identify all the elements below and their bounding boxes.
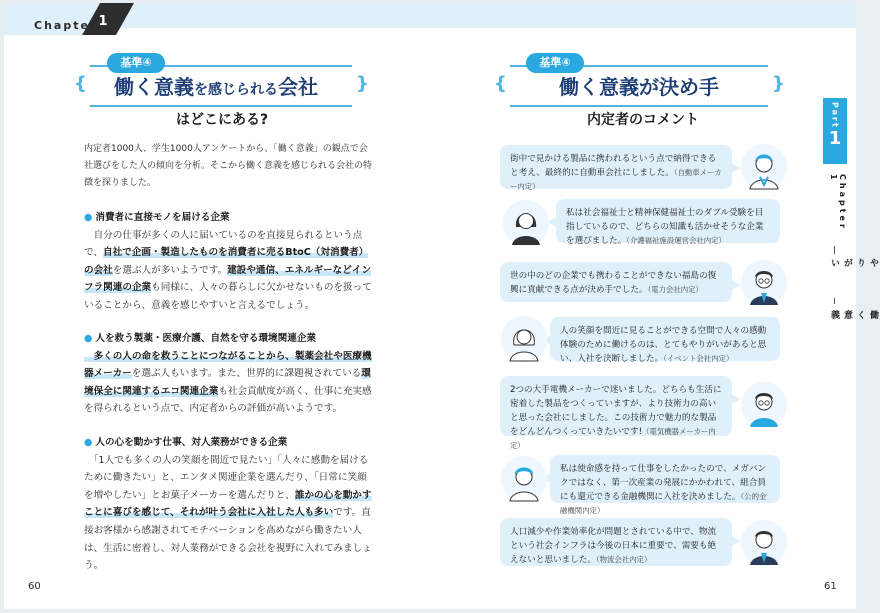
chapter-label: Chapter <box>34 19 98 32</box>
woman-avatar-icon <box>502 199 550 247</box>
side-tab-2: 働く意義 <box>829 310 878 320</box>
page-title: 働く意義が決め手 <box>559 75 719 99</box>
man-avatar-icon <box>740 519 788 567</box>
criterion-badge: 基準④ <box>107 53 165 73</box>
section-2 <box>84 330 374 418</box>
bullet-dot-icon: ● <box>84 212 93 223</box>
comment-text: 私は社会福祉士と精神保健福祉士のダブル受験を目指しているので、どちらの知識も活かせそうな企業を選びました。 <box>566 208 764 246</box>
comment-source: （自動車メーカー内定） <box>510 168 722 191</box>
page-number-right: 61 <box>824 581 837 592</box>
page-title <box>114 71 318 100</box>
comment-source: （電力会社内定） <box>647 285 703 294</box>
divider <box>834 246 835 254</box>
comment-bubble <box>500 518 732 566</box>
section-text: です。直接お客様から感謝されてモチベーションを高めながら働きたい人は、生活に密着し、対人業務ができる会社を視野に入れてみましょう。 <box>84 507 372 572</box>
section-heading: ● 人の心を動かす仕事、対人業務ができる企業 <box>84 437 288 448</box>
man-avatar-icon <box>740 143 788 191</box>
comment-text: 2つの大手電機メーカーで迷いました。どちらも生活に密着した製品をつくっていますが、より技術力の高いと思った会社にしました。この技術力で魅力的な製品をどんどんつくっていきたいです! <box>510 385 722 437</box>
highlight-text: 自社で企画・製造したものを消費者に売るBtoC（対消費者）の会社 <box>84 247 369 276</box>
ornament-right: } <box>356 73 369 94</box>
divider <box>834 298 835 304</box>
ornament-right: } <box>772 73 785 94</box>
comment-bubble <box>500 145 732 189</box>
man-glasses-avatar-icon <box>740 381 788 429</box>
comment-source: （電気機器メーカー内定） <box>510 427 716 450</box>
woman-avatar-icon <box>500 455 548 503</box>
book-spread <box>4 3 878 609</box>
part-tab <box>823 98 847 164</box>
highlight-text: 誰かの心を動かすことに喜びを感じて、それが叶う会社に入社した人も多い <box>84 489 372 519</box>
side-tab-1: やりがい <box>829 258 878 268</box>
chapter-tab <box>4 3 114 35</box>
comment-bubble <box>556 199 780 246</box>
page-subtitle: 内定者のコメント <box>587 112 699 128</box>
woman-avatar-icon <box>500 315 548 363</box>
comment-text: 人の笑顔を間近に見ることができる空間で人々の感動体験のために働けるのは、とてもやりがいがあると思い、入社を決断しました。 <box>560 326 767 364</box>
section-3 <box>84 434 374 575</box>
comment-bubble <box>500 376 732 450</box>
page-number-left: 60 <box>28 581 41 592</box>
comment-source: （公的金融機関内定） <box>560 492 767 515</box>
ornament-left: { <box>494 73 507 94</box>
comment-bubble <box>550 455 780 515</box>
highlight-text: 建設や通信、エネルギーなどインフラ関連の企業 <box>84 264 372 294</box>
comment-text: 街中で見かける製品に携われるという点で納得できると考え、最終的に自動車会社にしました。 <box>510 154 717 178</box>
comment-text: 私は使命感を持って仕事をしたかったので、メガバンクではなく、第一次産業の発展にかかわれて、組合員にも還元できる金融機関に入社を決めました。 <box>560 464 767 502</box>
man-glasses-avatar-icon <box>740 259 788 307</box>
comment-text: 人口減少や作業効率化が問題とされている中で、物流という社会インフラは今後の日本に重要で、需要も絶えないと思いました。 <box>510 527 717 565</box>
title-part-2: を感じられる <box>194 82 278 98</box>
page-subtitle: はどこにある? <box>176 112 269 128</box>
section-text: 「1人でも多くの人の笑顔を間近で見たい」「人々に感動を届けるために働きたい」と、エンタメ関連企業を選んだり、「日常に笑顔を増やしたい」とお菓子メーカーを選んだりと、 <box>84 454 369 501</box>
bullet-dot-icon: ● <box>84 437 93 448</box>
comment-source: （介護福祉施設運営会社内定） <box>626 236 726 245</box>
comment-bubble <box>500 262 732 302</box>
title-part-1: 働く意義 <box>114 75 194 99</box>
criterion-badge: 基準④ <box>526 53 584 73</box>
comment-bubble <box>550 317 780 364</box>
section-1 <box>84 209 374 315</box>
comment-source: （物流会社内定） <box>595 555 652 564</box>
highlight-text: 多くの人の命を救うことにつながることから、製薬会社や医療機器メーカー <box>84 350 372 380</box>
part-number: 1 <box>828 127 842 149</box>
section-text: を選ぶ人が多いようです。 <box>112 264 228 276</box>
side-chapter-label: Chapter 1 <box>829 174 847 231</box>
part-label: Part <box>830 102 840 129</box>
bullet-dot-icon: ● <box>84 333 93 344</box>
comment-text: 世の中のどの企業でも携わることができない福島の復興に貢献できる点が決め手でした。 <box>510 271 717 295</box>
chapter-number: 1 <box>98 14 108 29</box>
ornament-left: { <box>74 73 87 94</box>
highlight-text: 環境保全に関連するエコ関連企業 <box>84 368 371 397</box>
comment-source: （イベント会社内定） <box>663 354 734 363</box>
section-text: も社会貢献度が高く、仕事に充実感を得られるという点で、内定者からの評価が高いようです。 <box>84 385 372 415</box>
intro-paragraph: 内定者1000人、学生1000人アンケートから、「働く意義」の観点で会社選びをした人の傾向を分析。そこから働く意義を感じられる会社の特徴を探りました。 <box>84 144 373 188</box>
section-heading: ● 人を救う製薬・医療介護、自然を守る環境関連企業 <box>84 333 317 344</box>
section-heading: ● 消費者に直接モノを届ける企業 <box>84 212 230 223</box>
section-text: を選ぶ人もいます。また、世界的に課題視されている <box>131 368 362 380</box>
title-part-3: 会社 <box>278 75 318 99</box>
section-text: も同様に、人々の暮らしに欠かせないものを扱っていることから、意義を感じやすいと言えるでしょう。 <box>84 282 372 311</box>
section-text: 自分の仕事が多くの人に届いているのを直接見られるという点で、 <box>84 229 363 259</box>
